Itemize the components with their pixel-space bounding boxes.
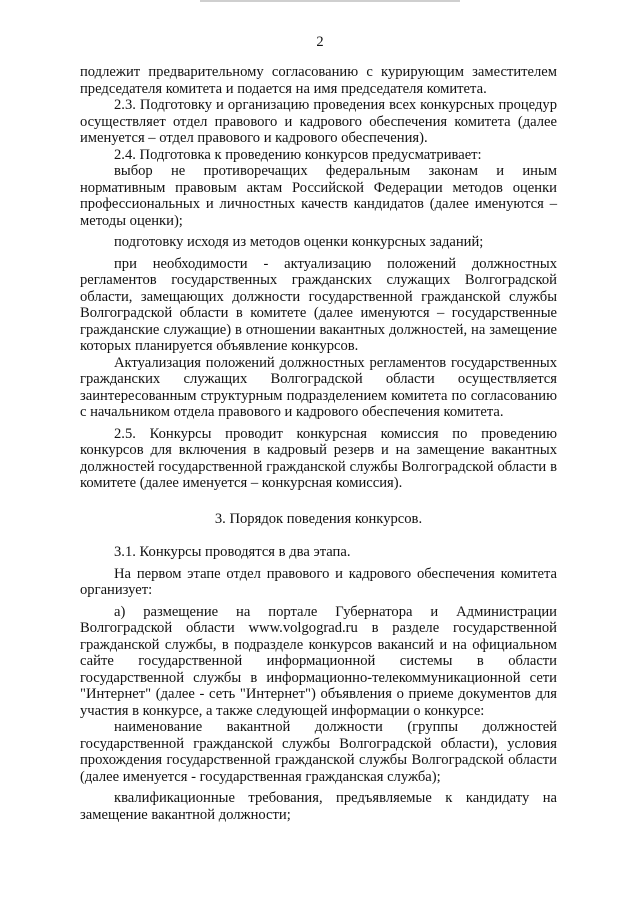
document-body (80, 64, 557, 823)
paragraph-2-5: 2.5. Конкурсы проводит конкурсная комиссия по проведению конкурсов для включения в кадровый резерв и на замещение вакантных должностей государственной гражданской службы Волгоградской области в комитете (далее именуется – конкурсная комиссия). (80, 425, 557, 491)
page-number: 2 (316, 34, 324, 50)
scan-edge-line (200, 0, 460, 2)
paragraph-actualization: Актуализация положений должностных регламентов государственных гражданских служащих Волгоградской области осуществляется заинтересованным структурным подразделением комитета по согласованию с начальником отдела правового и кадрового обеспечения комитета. (80, 354, 557, 420)
paragraph-continuation: подлежит предварительному согласованию с курирующим заместителем председателя комитета и подается на имя председателя комитета. (80, 64, 557, 97)
list-item-regulations: при необходимости - актуализацию положений должностных регламентов государственных гражданских служащих Волгоградской области, замещающих должности государственной гражданской службы Волгоградской области в комитете (далее именуются – государственные гражданские служащие) в отношении вакантных должностей, на замещение которых планируется объявление конкурсов. (80, 255, 557, 354)
paragraph-3-1: 3.1. Конкурсы проводятся в два этапа. (114, 544, 351, 560)
paragraph-first-stage: На первом этапе отдел правового и кадрового обеспечения комитета организует: (80, 565, 557, 598)
list-item-tasks: подготовку исходя из методов оценки конкурсных заданий; (114, 234, 484, 250)
section-heading-3: 3. Порядок поведения конкурсов. (214, 510, 423, 527)
paragraph-2-4: 2.4. Подготовка к проведению конкурсов предусматривает: (114, 146, 482, 163)
list-item-position-name: наименование вакантной должности (группы должностей государственной гражданской службы Волгоградской области), условия прохождения государственной гражданской службы Волгоградской области (далее именуется - государственная гражданская служба); (80, 719, 557, 785)
list-item-methods: выбор не противоречащих федеральным законам и иным нормативным правовым актам Российской Федерации методов оценки профессиональных и личностных качеств кандидатов (далее именуются – методы оценки); (80, 163, 557, 229)
list-item-a-publication: а) размещение на портале Губернатора и Администрации Волгоградской области www.volgograd.ru в разделе государственной гражданской службы, в подразделе конкурсов вакансий и на официальном сайте государственной информационной системы в области государственной службы в информационно-телекоммуникационной сети "Интернет" (далее - сеть "Интернет") объявления о приеме документов для участия в конкурсе, а также следующей информации о конкурсе: (80, 603, 557, 719)
paragraph-2-3: 2.3. Подготовку и организацию проведения всех конкурсных процедур осуществляет отдел правового и кадрового обеспечения комитета (далее именуется – отдел правового и кадрового обеспечения). (80, 97, 557, 146)
list-item-qualification: квалификационные требования, предъявляемые к кандидату на замещение вакантной должности; (80, 790, 557, 823)
